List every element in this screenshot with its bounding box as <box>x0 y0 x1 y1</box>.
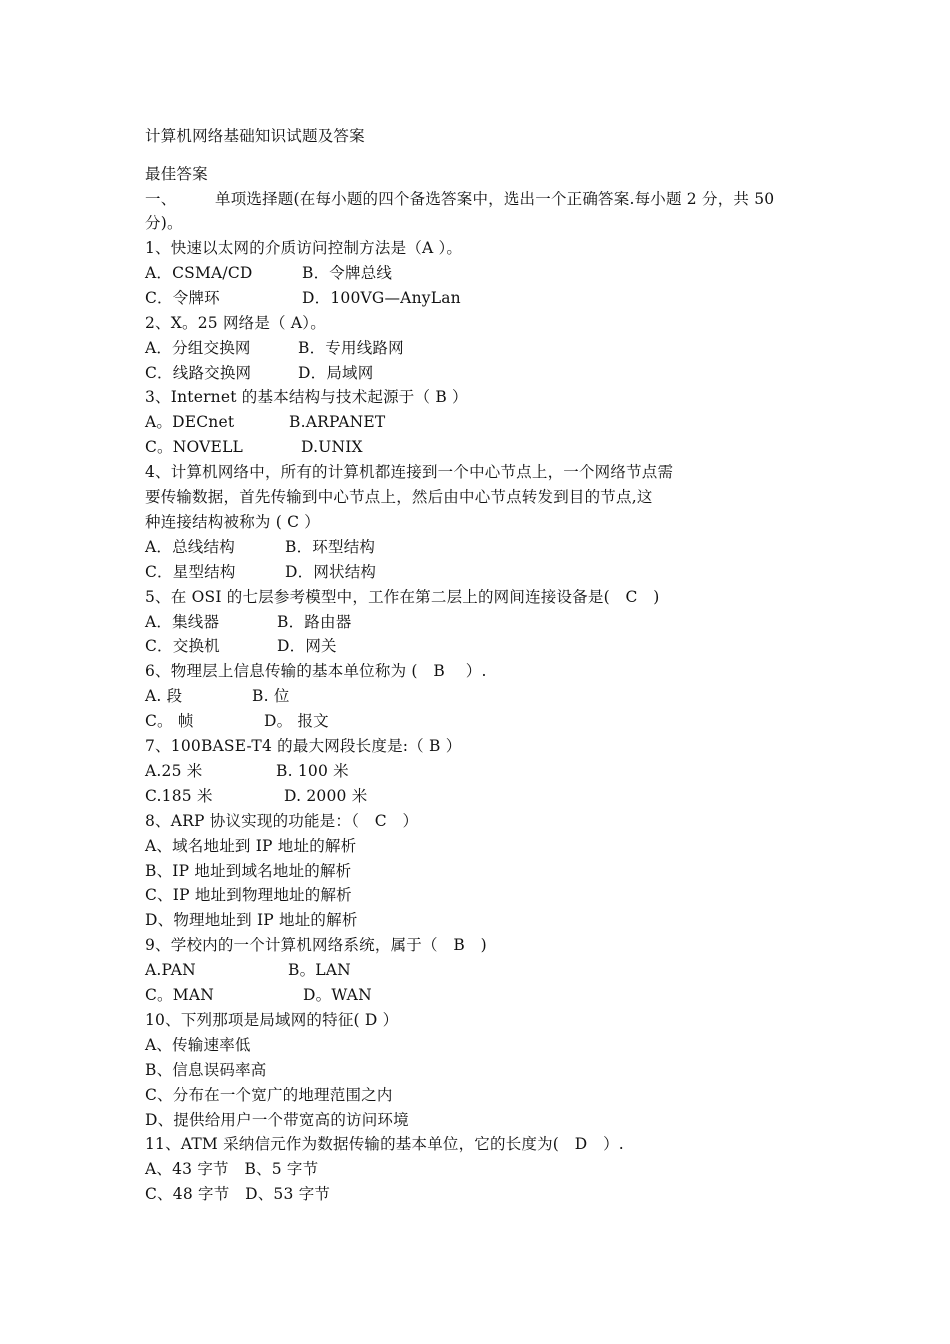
answer-option: A．CSMA/CD <box>145 263 253 282</box>
doc-title: 计算机网络基础知识试题及答案 <box>145 127 365 145</box>
answer-option: A．总线结构 <box>145 537 235 556</box>
answer-option: D. 2000 米 <box>284 786 368 805</box>
answer-option: D．100VG—AnyLan <box>302 288 461 307</box>
doc-subtitle: 最佳答案 <box>145 165 208 183</box>
question-stem: 2、X。25 网络是（ A）。 <box>145 313 326 332</box>
answer-option: A．分组交换网 <box>145 338 251 357</box>
answer-option: A。DECnet <box>145 413 235 432</box>
question-stem: 种连接结构被称为 ( C ） <box>145 512 320 531</box>
answer-option: C。MAN <box>145 986 214 1004</box>
answer-option: D、物理地址到 IP 地址的解析 <box>145 911 358 930</box>
answer-option: C.185 米 <box>145 786 213 805</box>
question-stem: 3、Internet 的基本结构与技术起源于（ B ） <box>145 388 468 407</box>
answer-option: C、48 字节 D、53 字节 <box>145 1185 331 1204</box>
answer-option: A．集线器 <box>145 612 220 631</box>
answer-option: D。 报文 <box>264 712 329 731</box>
answer-option: B. 100 米 <box>276 761 349 780</box>
question-stem: 7、100BASE-T4 的最大网段长度是:（ B ） <box>145 737 462 755</box>
answer-option: B。LAN <box>288 961 351 980</box>
answer-option: D、提供给用户一个带宽高的访问环境 <box>145 1110 409 1129</box>
answer-option: B．令牌总线 <box>302 263 393 282</box>
answer-option: C．交换机 <box>145 637 220 656</box>
answer-option: C、IP 地址到物理地址的解析 <box>145 886 352 905</box>
question-stem: 5、在 OSI 的七层参考模型中，工作在第二层上的网间连接设备是( C ) <box>145 587 660 606</box>
section-instructions: 单项选择题(在每小题的四个备选答案中，选出一个正确答案.每小题 2 分，共 50 <box>215 190 775 208</box>
answer-option: B．环型结构 <box>285 537 376 556</box>
answer-option: C。NOVELL <box>145 438 244 457</box>
answer-option: C．线路交换网 <box>145 363 252 382</box>
answer-option: A、传输速率低 <box>145 1035 251 1054</box>
answer-option: B.ARPANET <box>289 413 386 432</box>
answer-option: D.UNIX <box>301 438 363 457</box>
answer-option: B．专用线路网 <box>298 338 404 357</box>
answer-option: B、信息误码率高 <box>145 1060 267 1079</box>
answer-option: B、IP 地址到域名地址的解析 <box>145 861 352 880</box>
answer-option: C。 帧 <box>145 712 194 731</box>
answer-option: C．令牌环 <box>145 288 220 307</box>
answer-option: D．网关 <box>277 637 337 656</box>
question-stem: 6、物理层上信息传输的基本单位称为 ( B ）. <box>145 662 487 681</box>
question-stem: 要传输数据，首先传输到中心节点上，然后由中心节点转发到目的节点,这 <box>145 488 653 506</box>
answer-option: A.PAN <box>145 961 196 980</box>
answer-option: B．路由器 <box>277 612 352 631</box>
answer-option: B. 位 <box>252 687 290 706</box>
question-stem: 8、ARP 协议实现的功能是：（ C ） <box>145 811 419 830</box>
question-stem: 1、快速以太网的介质访问控制方法是（A ）。 <box>145 239 463 257</box>
question-stem: 4、计算机网络中，所有的计算机都连接到一个中心节点上，一个网络节点需 <box>145 463 674 482</box>
answer-option: A. 段 <box>145 687 183 706</box>
question-stem: 9、学校内的一个计算机网络系统，属于（ B ) <box>145 936 487 955</box>
answer-option: A、域名地址到 IP 地址的解析 <box>145 836 357 855</box>
answer-option: C、分布在一个宽广的地理范围之内 <box>145 1085 393 1104</box>
question-stem: 11、ATM 采纳信元作为数据传输的基本单位，它的长度为( D ）. <box>145 1135 624 1154</box>
answer-option: A、43 字节 B、5 字节 <box>145 1160 319 1179</box>
answer-option: D。WAN <box>303 986 372 1004</box>
section-instructions-cont: 分)。 <box>145 214 183 232</box>
answer-option: A.25 米 <box>145 761 203 780</box>
section-number: 一、 <box>145 190 177 208</box>
answer-option: D．网状结构 <box>285 562 377 581</box>
answer-option: C．星型结构 <box>145 562 236 581</box>
answer-option: D．局域网 <box>298 363 374 382</box>
question-stem: 10、下列那项是局域网的特征( D ） <box>145 1010 399 1029</box>
